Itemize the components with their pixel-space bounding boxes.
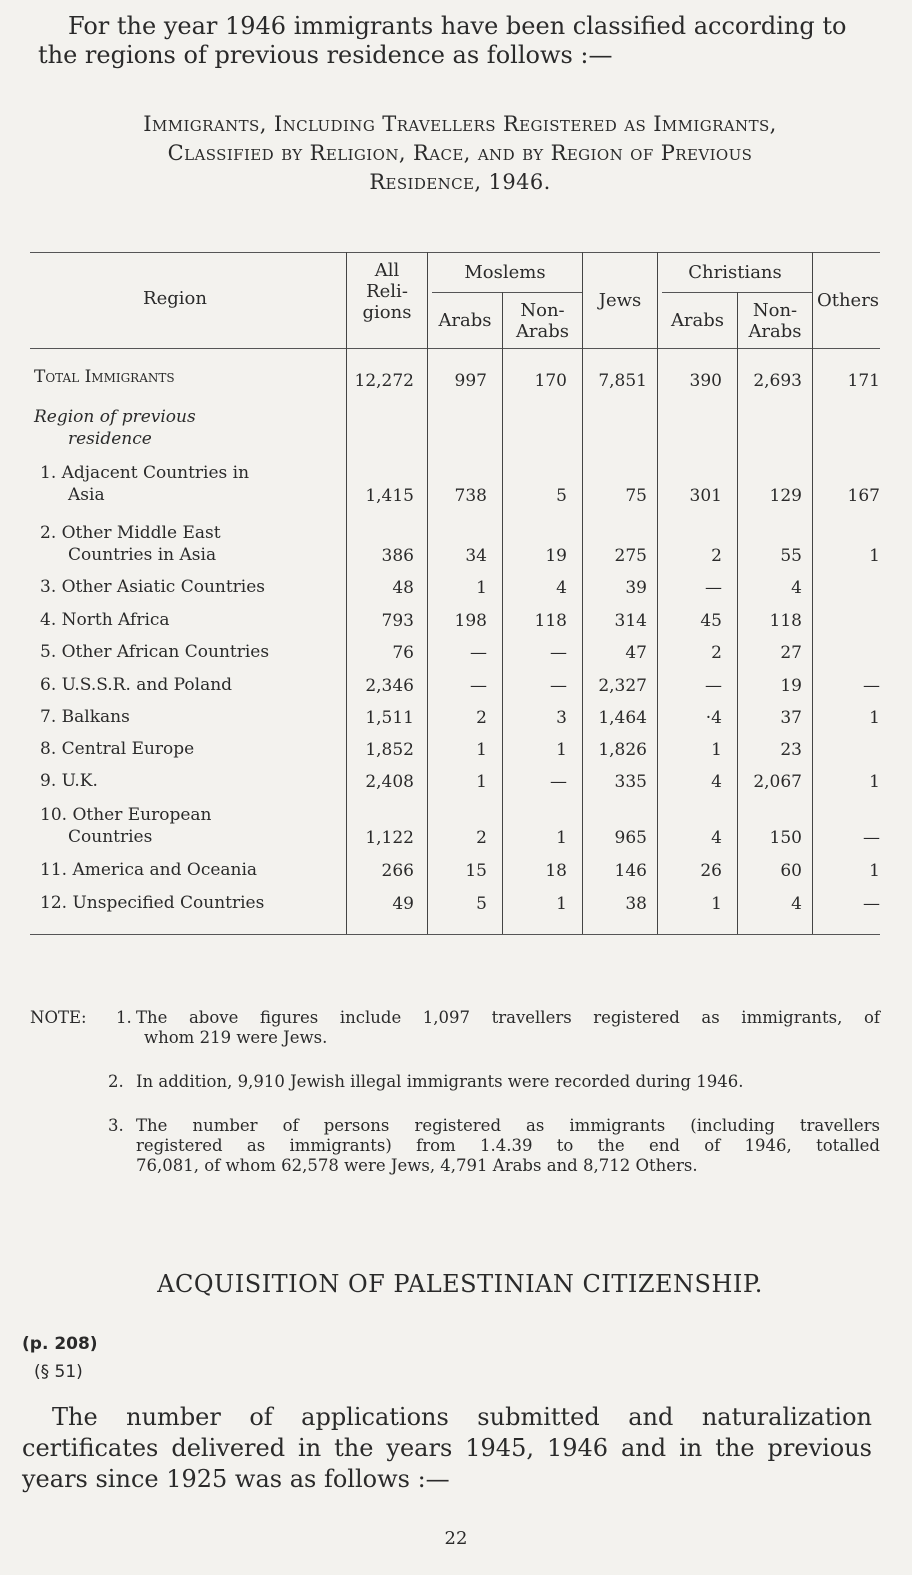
cell-all: 1,511 (365, 708, 414, 728)
row-label: 5. Other African Countries (40, 642, 270, 662)
cell-jews: 2,327 (598, 676, 647, 696)
cell-others: 1 (869, 861, 880, 881)
header-christian-nonarabs: Non- Arabs (748, 300, 802, 342)
cell-moslem-nonarabs: 3 (556, 708, 567, 728)
header-bottom-rule (30, 348, 880, 349)
total-label: Total Immigrants (34, 367, 175, 387)
cell-others: 1 (869, 546, 880, 566)
total-jews: 7,851 (598, 371, 647, 391)
cell-moslem-nonarabs: 4 (556, 578, 567, 598)
cell-christian-nonarabs: 60 (780, 861, 802, 881)
column-rule (737, 292, 738, 934)
cell-moslem-arabs: 1 (476, 740, 487, 760)
header-jews: Jews (598, 290, 642, 311)
cell-jews: 39 (625, 578, 647, 598)
cell-jews: 275 (614, 546, 647, 566)
moslems-underline (432, 292, 582, 293)
header-region: Region (143, 288, 207, 309)
column-rule (427, 252, 428, 934)
cell-christian-nonarabs: 118 (769, 611, 802, 631)
cell-moslem-arabs: 15 (465, 861, 487, 881)
cell-christian-arabs: 4 (711, 828, 722, 848)
cell-moslem-nonarabs: 1 (556, 828, 567, 848)
cell-christian-arabs: 1 (711, 894, 722, 914)
row-label: 10. Other European Countries (40, 805, 212, 847)
cell-all: 1,852 (365, 740, 414, 760)
caption-line-2: Classified by Religion, Race, and by Region of Previous (167, 141, 753, 165)
cell-jews: 146 (614, 861, 647, 881)
cell-moslem-arabs: 2 (476, 708, 487, 728)
cell-others: 167 (847, 486, 880, 506)
table-caption (30, 110, 890, 197)
cell-moslem-arabs: 5 (476, 894, 487, 914)
cell-christian-arabs: — (705, 676, 722, 696)
table-top-rule (30, 252, 880, 253)
cell-moslem-nonarabs: 1 (556, 894, 567, 914)
cell-jews: 335 (614, 772, 647, 792)
cell-christian-arabs: 301 (689, 486, 722, 506)
header-others: Others (816, 290, 880, 311)
cell-others: — (863, 828, 880, 848)
intro-paragraph: For the year 1946 immigrants have been classified according to the regions of previous residence as follows :— (38, 12, 847, 69)
note-text: The above figures include 1,097 travellers registered as immigrants, of whom 219 were Jews. (136, 1008, 880, 1047)
cell-christian-arabs: 2 (711, 643, 722, 663)
total-moslem-nonarabs: 170 (534, 371, 567, 391)
column-rule (812, 252, 813, 934)
cell-christian-arabs: 2 (711, 546, 722, 566)
cell-others: — (863, 894, 880, 914)
cell-moslem-nonarabs: 1 (556, 740, 567, 760)
header-christians: Christians (688, 262, 782, 283)
region-subheading: Region of previous residence (34, 407, 196, 449)
cell-christian-nonarabs: 23 (780, 740, 802, 760)
header-christian-arabs: Arabs (670, 310, 725, 331)
cell-moslem-nonarabs: — (550, 643, 567, 663)
cell-christian-nonarabs: 55 (780, 546, 802, 566)
row-label: 11. America and Oceania (40, 860, 258, 880)
cell-jews: 38 (625, 894, 647, 914)
cell-moslem-arabs: 1 (476, 578, 487, 598)
cell-moslem-arabs: — (470, 676, 487, 696)
cell-all: 2,346 (365, 676, 414, 696)
row-label: 4. North Africa (40, 610, 170, 630)
row-label: 9. U.K. (40, 771, 98, 791)
note-number: 1. (116, 1008, 132, 1027)
cell-moslem-nonarabs: — (550, 772, 567, 792)
cell-all: 76 (392, 643, 414, 663)
cell-christian-nonarabs: 4 (791, 578, 802, 598)
cell-moslem-arabs: — (470, 643, 487, 663)
header-moslems: Moslems (464, 262, 546, 283)
cell-all: 48 (392, 578, 414, 598)
cell-jews: 965 (614, 828, 647, 848)
note-number: 2. (108, 1072, 124, 1091)
cell-moslem-nonarabs: — (550, 676, 567, 696)
total-all: 12,272 (354, 371, 414, 391)
cell-christian-arabs: 26 (700, 861, 722, 881)
cell-jews: 75 (625, 486, 647, 506)
total-others: 171 (847, 371, 880, 391)
cell-jews: 314 (614, 611, 647, 631)
note-text: In addition, 9,910 Jewish illegal immigrants were recorded during 1946. (136, 1072, 744, 1091)
cell-christian-arabs: 45 (700, 611, 722, 631)
row-label: 6. U.S.S.R. and Poland (40, 675, 233, 695)
caption-line-3: Residence, 1946. (369, 170, 551, 194)
cell-christian-nonarabs: 27 (780, 643, 802, 663)
cell-moslem-arabs: 198 (454, 611, 487, 631)
note-number: 3. (108, 1116, 124, 1135)
caption-line-1: Immigrants, Including Travellers Registered as Immigrants, (143, 112, 777, 136)
cell-jews: 1,464 (598, 708, 647, 728)
cell-others: 1 (869, 708, 880, 728)
cell-others: — (863, 676, 880, 696)
cell-christian-arabs: ·4 (705, 708, 722, 728)
cell-christian-nonarabs: 2,067 (753, 772, 802, 792)
cell-christian-nonarabs: 19 (780, 676, 802, 696)
header-moslem-nonarabs: Non- Arabs (515, 300, 570, 342)
notes-prefix: NOTE: (30, 1008, 87, 1027)
cell-all: 49 (392, 894, 414, 914)
cell-christian-arabs: 4 (711, 772, 722, 792)
header-all-religions: All Reli- gions (362, 260, 412, 323)
cell-christian-nonarabs: 4 (791, 894, 802, 914)
cell-moslem-nonarabs: 5 (556, 486, 567, 506)
cell-moslem-arabs: 738 (454, 486, 487, 506)
row-label: 2. Other Middle East Countries in Asia (40, 523, 221, 565)
cell-jews: 1,826 (598, 740, 647, 760)
cell-moslem-nonarabs: 118 (534, 611, 567, 631)
page-number: 22 (444, 1528, 468, 1549)
row-label: 8. Central Europe (40, 739, 195, 759)
total-moslem-arabs: 997 (454, 371, 487, 391)
header-moslem-arabs: Arabs (438, 310, 492, 331)
cell-christian-arabs: — (705, 578, 722, 598)
cell-christian-nonarabs: 37 (780, 708, 802, 728)
immigrants-table (30, 248, 880, 938)
section-heading: ACQUISITION OF PALESTINIAN CITIZENSHIP. (157, 1270, 763, 1298)
citizenship-paragraph: The number of applications submitted and naturalization certificates delivered in the years 1945, 1946 and in the previous years since 1925 was as follows :— (22, 1403, 872, 1493)
cell-others: 1 (869, 772, 880, 792)
cell-moslem-arabs: 2 (476, 828, 487, 848)
cell-christian-arabs: 1 (711, 740, 722, 760)
cell-moslem-nonarabs: 18 (545, 861, 567, 881)
total-christian-nonarabs: 2,693 (753, 371, 802, 391)
cell-all: 386 (381, 546, 414, 566)
cell-moslem-arabs: 1 (476, 772, 487, 792)
cell-moslem-nonarabs: 19 (545, 546, 567, 566)
row-label: 12. Unspecified Countries (40, 893, 265, 913)
page-reference: (p. 208) (22, 1334, 98, 1354)
cell-christian-nonarabs: 129 (769, 486, 802, 506)
cell-all: 2,408 (365, 772, 414, 792)
cell-moslem-arabs: 34 (465, 546, 487, 566)
column-rule (346, 252, 347, 934)
cell-all: 266 (381, 861, 414, 881)
cell-all: 1,122 (365, 828, 414, 848)
row-label: 3. Other Asiatic Countries (40, 577, 266, 597)
column-rule (502, 292, 503, 934)
column-rule (657, 252, 658, 934)
table-bottom-rule (30, 934, 880, 935)
cell-all: 1,415 (365, 486, 414, 506)
row-label: 1. Adjacent Countries in Asia (40, 463, 250, 505)
cell-christian-nonarabs: 150 (769, 828, 802, 848)
cell-jews: 47 (625, 643, 647, 663)
cell-all: 793 (381, 611, 414, 631)
note-text: The number of persons registered as immigrants (including travellers registered as immigrants) from 1.4.39 to the end of 1946, totalled 76,081, of whom 62,578 were Jews, 4,791 Arabs and 8,712 Others. (136, 1116, 880, 1175)
total-christian-arabs: 390 (689, 371, 722, 391)
row-label: 7. Balkans (40, 707, 130, 727)
column-rule (582, 252, 583, 934)
section-reference: (§ 51) (34, 1362, 83, 1382)
